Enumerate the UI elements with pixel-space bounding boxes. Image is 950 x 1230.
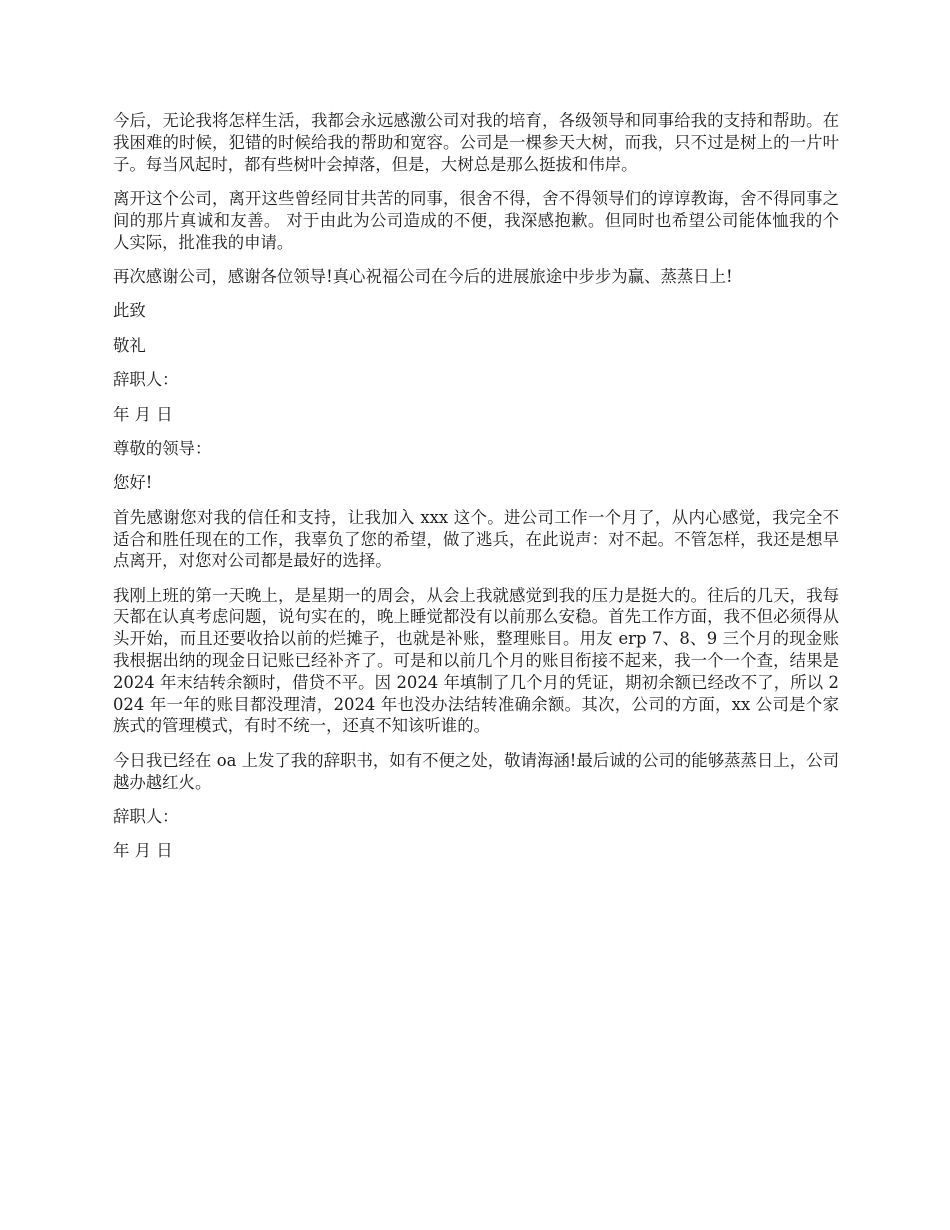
- signature-label: 辞职人：: [113, 370, 179, 390]
- closing-salutation: 此致: [113, 301, 146, 321]
- greeting-recipient: 尊敬的领导：: [113, 438, 212, 458]
- paragraph-submission: 今日我已经在 oa 上发了我的辞职书，如有不便之处，敬请海涵!最后诚的公司的能够蒸蒸日上，公司越办越红火。: [113, 750, 839, 792]
- paragraph-work-details: 我刚上班的第一天晚上，是星期一的周会，从会上我就感觉到我的压力是挺大的。往后的几天，我每天都在认真考虑问题，说句实在的，晚上睡觉都没有以前那么安稳。首先工作方面，我不但必须得从头开始，而且还要收拾以前的烂摊子，也就是补账，整理账目。用友 erp 7、8、9 三个月的现金账我根据出纳的现金日记账已经补齐了。可是和以前几个月的账目衔接不起来，我一个一个查，结果是 2024 年末结转余额时，借贷不平。因 2024 年填制了几个月的凭证，期初余额已经改不了，所以 2024 年一年的账目都没理清，2024 年也没办法结转准确余额。其次，公司的方面，xx 公司是个家族式的管理模式，有时不统一，还真不知该听谁的。: [113, 585, 839, 736]
- paragraph-thanks: 再次感谢公司，感谢各位领导!真心祝福公司在今后的进展旅途中步步为赢、蒸蒸日上!: [113, 266, 733, 286]
- greeting-hello: 您好!: [113, 473, 153, 493]
- paragraph-farewell: 离开这个公司，离开这些曾经同甘共苦的同事，很舍不得，舍不得领导们的谆谆教诲，舍不得同事之间的那片真诚和友善。 对于由此为公司造成的不便，我深感抱歉。但同时也希望公司能体恤我的个人实际，批准我的申请。: [113, 188, 839, 252]
- date-line: 年 月 日: [113, 404, 173, 424]
- paragraph-gratitude: 今后，无论我将怎样生活，我都会永远感激公司对我的培育，各级领导和同事给我的支持和帮助。在我困难的时候，犯错的时候给我的帮助和宽容。公司是一棵参天大树，而我，只不过是树上的一片叶子。每当风起时，都有些树叶会掉落，但是，大树总是那么挺拔和伟岸。: [113, 111, 839, 174]
- closing-regards: 敬礼: [113, 335, 146, 355]
- date-line-second: 年 月 日: [113, 841, 173, 861]
- paragraph-apology: 首先感谢您对我的信任和支持，让我加入 xxx 这个。进公司工作一个月了，从内心感觉，我完全不适合和胜任现在的工作，我辜负了您的希望，做了逃兵，在此说声：对不起。不管怎样，我还是想早点离开，对您对公司都是最好的选择。: [113, 507, 839, 571]
- document-body: [113, 110, 839, 875]
- signature-label-second: 辞职人：: [113, 807, 179, 827]
